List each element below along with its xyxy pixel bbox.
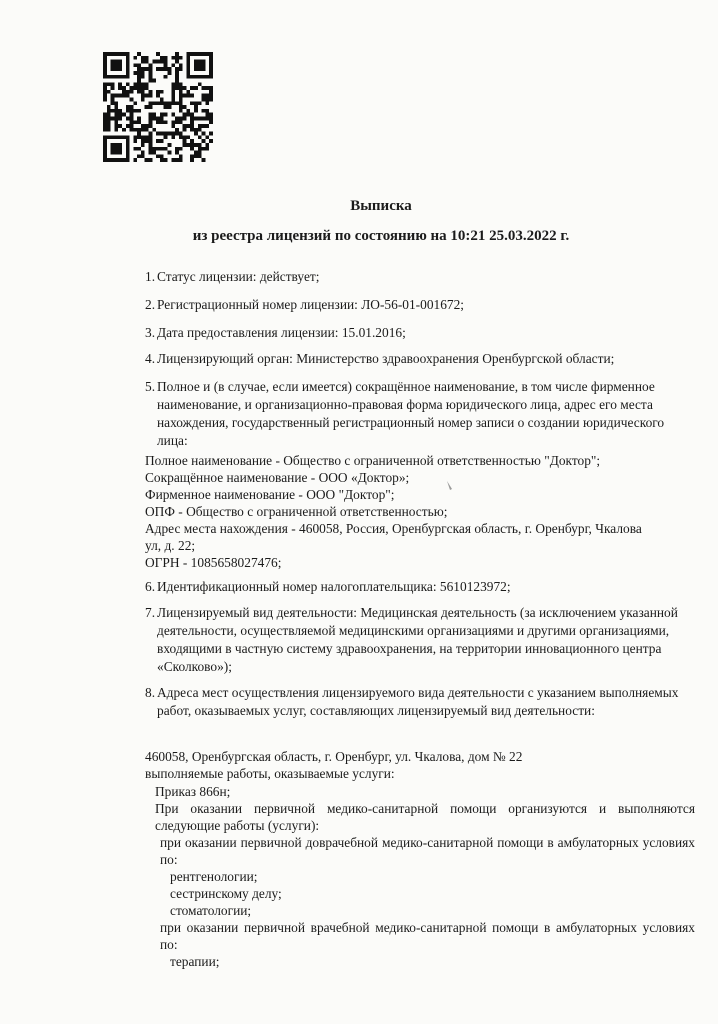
- qr-code-icon: [103, 52, 213, 162]
- org-opf: ОПФ - Общество с ограниченной ответственностью;: [145, 504, 448, 519]
- works-label: выполняемые работы, оказываемые услуги:: [145, 766, 395, 781]
- org-brand-name: Фирменное наименование - ООО "Доктор";: [145, 487, 395, 502]
- org-address-cont: ул, д. 22;: [145, 538, 196, 553]
- works-primary: При оказании первичной медико-санитарной помощи организуются и выполняются следующие работы (услуги):: [155, 801, 695, 833]
- list-item: 7. Лицензируемый вид деятельности: Медицинская деятельность (за исключением указанной деятельности, осуществляемой медицинскими организациями и другими организациями, входящими в частную систему здравоохранения, на территории инновационного центра «Сколково»);: [145, 605, 678, 674]
- service-item: рентгенологии;: [170, 869, 258, 884]
- list-item: 6. Идентификационный номер налогоплательщика: 5610123972;: [145, 579, 511, 594]
- pen-mark-icon: [445, 480, 455, 492]
- list-item: 1. Статус лицензии: действует;: [145, 269, 320, 284]
- list-item: 8. Адреса мест осуществления лицензируемого вида деятельности с указанием выполняемых работ, оказываемых услуг, составляющих лицензируемый вид деятельности:: [145, 685, 679, 718]
- organization-info: [145, 452, 695, 571]
- list-item: 2. Регистрационный номер лицензии: ЛО-56-01-001672;: [145, 297, 465, 312]
- org-address: Адрес места нахождения - 460058, Россия, Оренбургская область, г. Оренбург, Чкалова: [145, 521, 642, 536]
- works-doctor: при оказании первичной врачебной медико-санитарной помощи в амбулаторных условиях по:: [160, 920, 695, 952]
- service-item: сестринскому делу;: [170, 886, 282, 901]
- org-ogrn: ОГРН - 1085658027476;: [145, 555, 282, 570]
- works-order: Приказ 866н;: [155, 784, 231, 799]
- org-short-name: Сокращённое наименование - ООО «Доктор»;: [145, 470, 410, 485]
- works-pre-doctor: при оказании первичной доврачебной медико-санитарной помощи в амбулаторных условиях по:: [160, 835, 695, 867]
- service-item: терапии;: [170, 954, 220, 969]
- list-item: 5. Полное и (в случае, если имеется) сокращённое наименование, в том числе фирменное наименование, и организационно-правовая форма юридического лица, адрес его места нахождения, государственный регистрационный номер записи о создании юридического лица:: [145, 379, 665, 448]
- org-full-name: Полное наименование - Общество с ограниченной ответственностью "Доктор";: [145, 453, 601, 468]
- works-address: 460058, Оренбургская область, г. Оренбург, ул. Чкалова, дом № 22: [145, 749, 523, 764]
- document-title: Выписка: [350, 198, 412, 214]
- list-item: 4. Лицензирующий орган: Министерство здравоохранения Оренбургской области;: [145, 351, 615, 366]
- list-item: 3. Дата предоставления лицензии: 15.01.2016;: [145, 325, 406, 340]
- document-subtitle: из реестра лицензий по состоянию на 10:21 25.03.2022 г.: [192, 228, 570, 244]
- service-item: стоматологии;: [170, 903, 252, 918]
